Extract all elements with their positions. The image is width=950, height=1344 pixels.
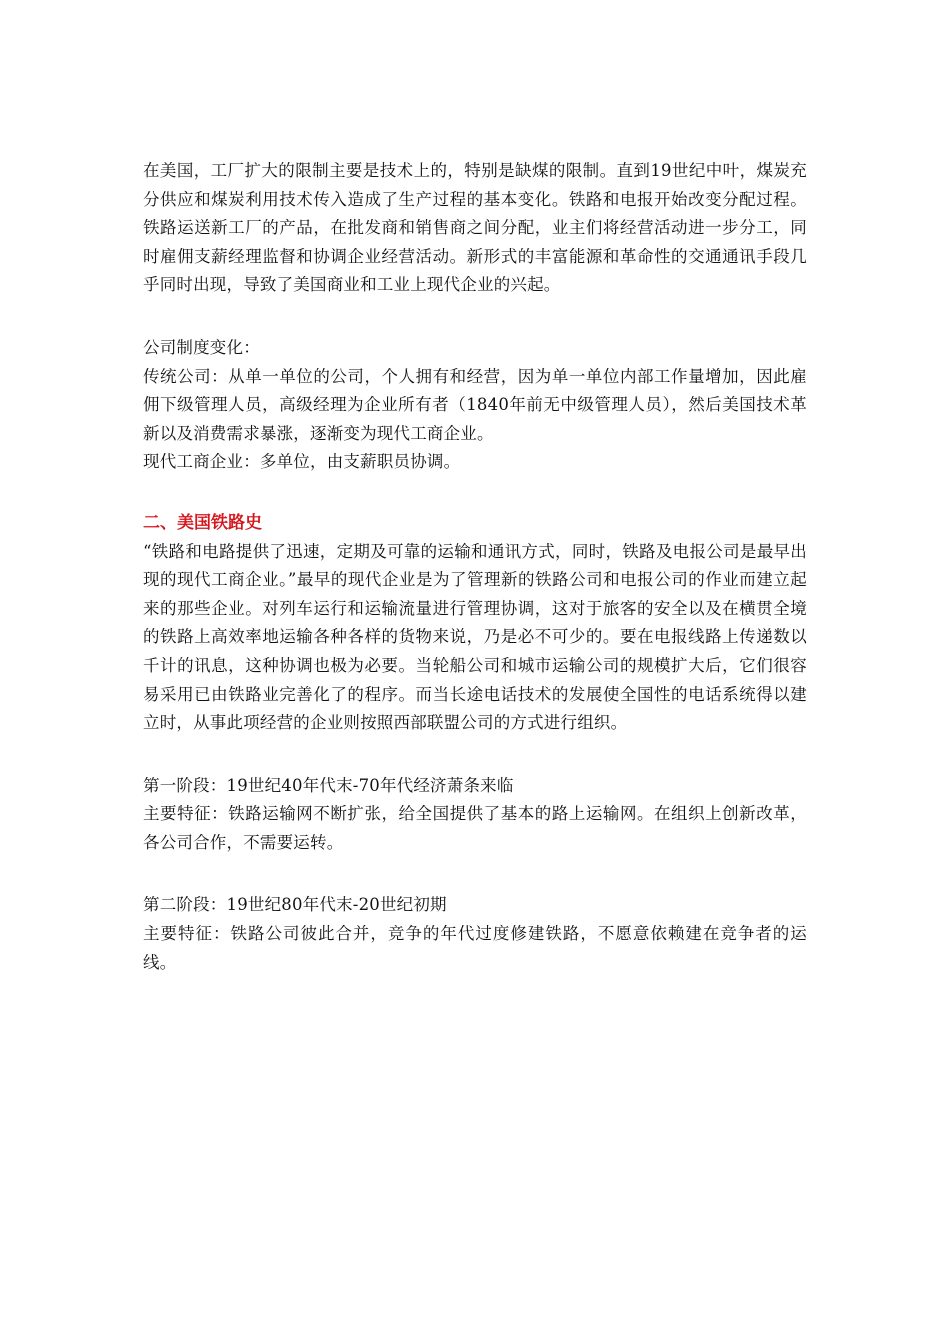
stage-one-features: 主要特征：铁路运输网不断扩张，给全国提供了基本的路上运输网。在组织上创新改革，各公司合作，不需要运转。: [143, 804, 807, 852]
stage-two-title: 第二阶段：19世纪80年代末-20世纪初期: [143, 895, 447, 915]
paragraph-traditional-company: 传统公司：从单一单位的公司，个人拥有和经营，因为单一单位内部工作量增加，因此雇佣下级管理人员，高级经理为企业所有者（1840年前无中级管理人员），然后美国技术革新以及消费需求暴涨，逐渐变为现代工商企业。: [143, 366, 807, 443]
company-system-change-title: 公司制度变化：: [143, 337, 260, 357]
paragraph-factory-limits: 在美国，工厂扩大的限制主要是技术上的，特别是缺煤的限制。直到19世纪中叶，煤炭充分供应和煤炭利用技术传入造成了生产过程的基本变化。铁路和电报开始改变分配过程。铁路运送新工厂的产品，在批发商和销售商之间分配，业主们将经营活动进一步分工，同时雇佣支薪经理监督和协调企业经营活动。新形式的丰富能源和革命性的交通通讯手段几乎同时出现，导致了美国商业和工业上现代企业的兴起。: [143, 161, 807, 295]
section-heading-railway-history: 二、美国铁路史: [143, 512, 262, 533]
paragraph-gap: [143, 300, 807, 334]
paragraph-gap: [143, 738, 807, 772]
paragraph-railway-intro: “铁路和电路提供了迅速，定期及可靠的运输和通讯方式，同时，铁路及电报公司是最早出现的现代工商企业。”最早的现代企业是为了管理新的铁路公司和电报公司的作业而建立起来的那些企业。对列车运行和运输流量进行管理协调，这对于旅客的安全以及在横贯全境的铁路上高效率地运输各种各样的货物来说，乃是必不可少的。要在电报线路上传递数以千计的讯息，这种协调也极为必要。当轮船公司和城市运输公司的规模扩大后，它们很容易采用已由铁路业完善化了的程序。而当长途电话技术的发展使全国性的电话系统得以建立时，从事此项经营的企业则按照西部联盟公司的方式进行组织。: [143, 541, 807, 733]
stage-two-features: 主要特征：铁路公司彼此合并，竞争的年代过度修建铁路，不愿意依赖建在竞争者的运线。: [143, 924, 807, 972]
paragraph-modern-enterprise: 现代工商企业：多单位，由支薪职员协调。: [143, 452, 461, 472]
stage-one-title: 第一阶段：19世纪40年代末-70年代经济萧条来临: [143, 775, 514, 795]
paragraph-gap: [143, 477, 807, 509]
paragraph-gap: [143, 857, 807, 891]
document-page: [143, 157, 807, 977]
